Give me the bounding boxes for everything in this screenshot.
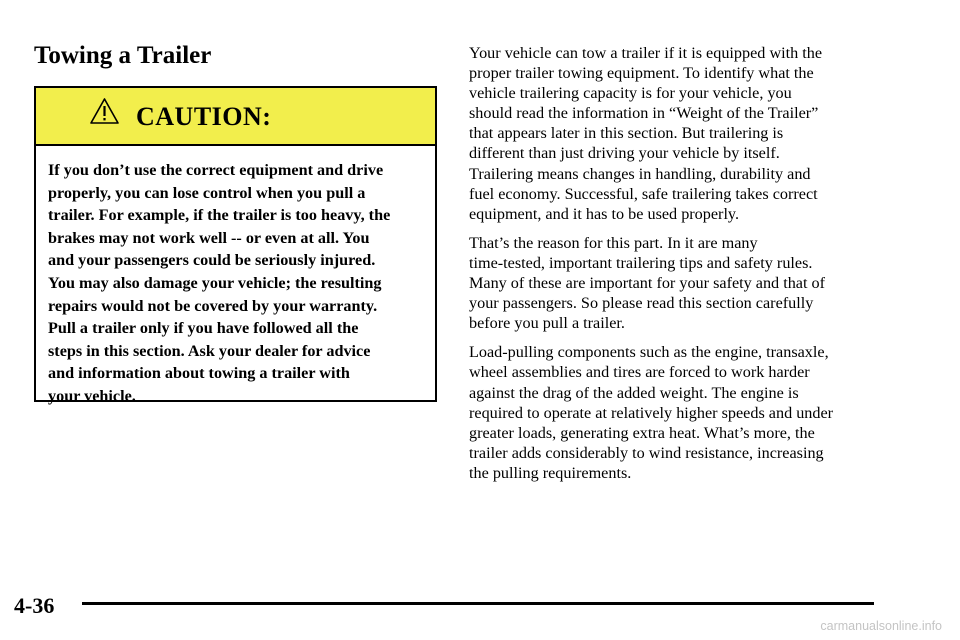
text-line: the pulling requirements. [469,463,632,482]
page-number: 4-36 [14,593,55,618]
text-line: That’s the reason for this part. In it are many [469,233,758,252]
text-line: greater loads, generating extra heat. What’s more, the [469,423,815,442]
caution-line: trailer. For example, if the trailer is too heavy, the [48,206,391,225]
paragraph-load-pulling [469,342,879,483]
text-line: wheel assemblies and tires are forced to work harder [469,363,810,382]
page-title: Towing a Trailer [34,42,212,69]
text-line: vehicle trailering capacity is for your vehicle, you [469,84,792,103]
text-line: proper trailer towing equipment. To identify what the [469,64,814,83]
caution-text [48,159,438,408]
text-line: different than just driving your vehicle by itself. [469,144,780,163]
text-line: time-tested, important trailering tips and safety rules. [469,253,813,272]
caution-header [36,88,435,146]
caution-line: Pull a trailer only if you have followed all the [48,319,359,338]
text-line: Trailering means changes in handling, durability and [469,164,811,183]
text-line: against the drag of the added weight. The engine is [469,383,799,402]
text-line: required to operate at relatively higher speeds and under [469,403,834,422]
footer-rule [82,602,874,605]
text-line: Many of these are important for your safety and that of [469,274,826,293]
caution-heading: CAUTION: [136,102,272,131]
caution-box [34,86,437,405]
warning-triangle-icon [89,97,120,125]
caution-line: steps in this section. Ask your dealer for advice [48,341,371,360]
text-line: Load-pulling components such as the engine, transaxle, [469,343,829,362]
caution-line: and your passengers could be seriously injured. [48,251,376,270]
text-line: Your vehicle can tow a trailer if it is equipped with the [469,44,823,62]
text-line: should read the information in “Weight of the Trailer” [469,104,819,123]
caution-line: your vehicle. [48,386,136,405]
body-text-column [469,43,879,492]
caution-line: and information about towing a trailer with [48,364,350,383]
text-line: before you pull a trailer. [469,314,625,333]
paragraph-trailer-capability [469,43,879,224]
text-line: trailer adds considerably to wind resistance, increasing [469,443,824,462]
watermark: carmanualsonline.info [820,619,942,633]
caution-line: brakes may not work well -- or even at all. You [48,228,370,247]
text-line: fuel economy. Successful, safe trailering takes correct [469,184,818,203]
text-line: your passengers. So please read this section carefully [469,294,814,313]
caution-line: You may also damage your vehicle; the resulting [48,273,382,292]
paragraph-safety-tips [469,233,879,333]
caution-line: repairs would not be covered by your warranty. [48,296,378,315]
text-line: equipment, and it has to be used properly. [469,204,740,223]
text-line: that appears later in this section. But trailering is [469,124,784,143]
caution-line: properly, you can lose control when you pull a [48,183,366,202]
caution-line: If you don’t use the correct equipment and drive [48,161,384,179]
